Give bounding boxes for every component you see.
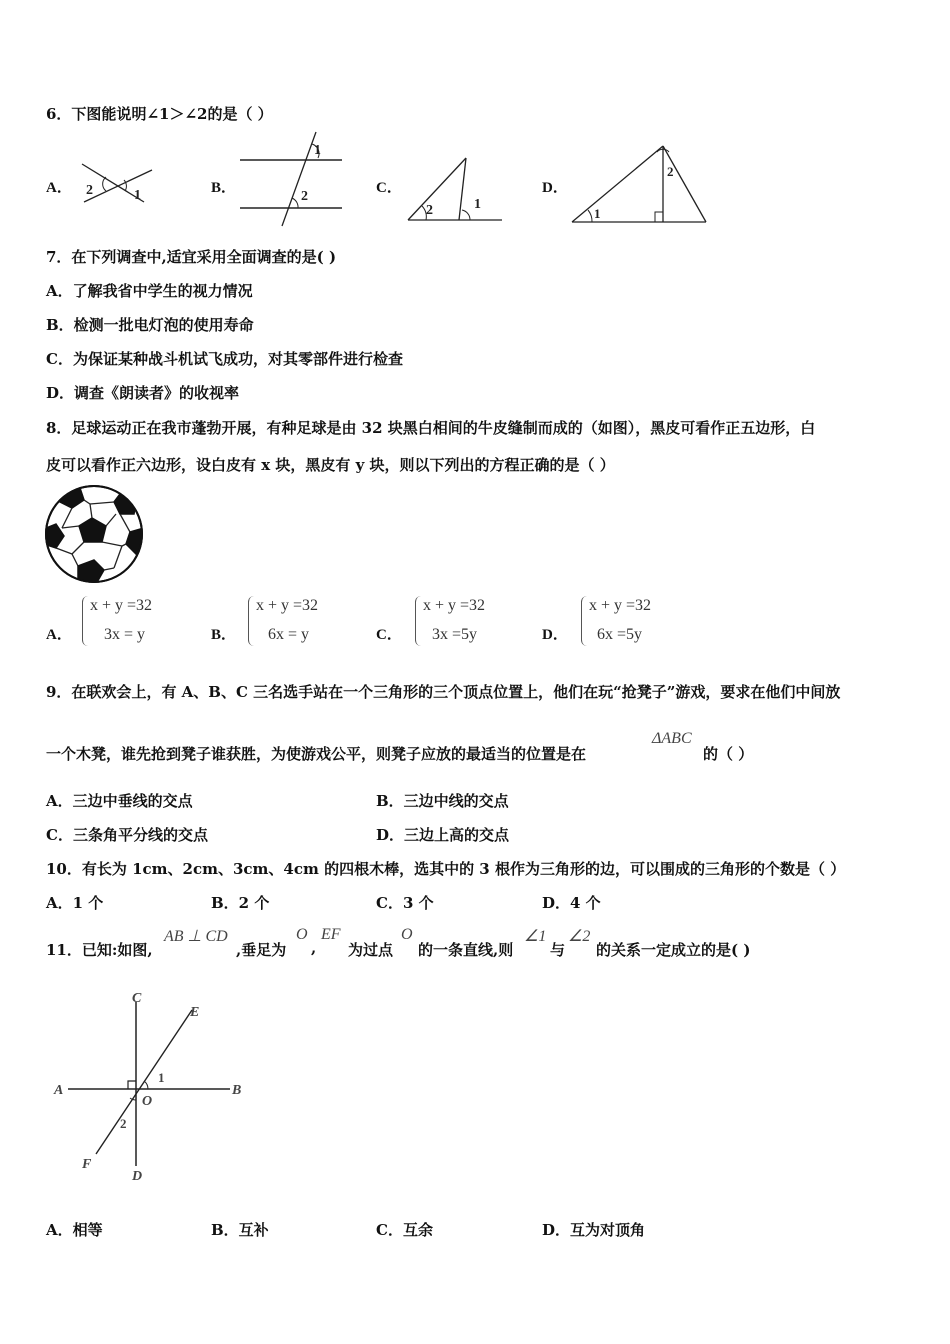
q6-option-c-label: C． (376, 180, 402, 196)
q11-math-ab-perp-cd: AB ⊥ CD (164, 928, 228, 945)
q9-stem-line2-pre: 一个木凳，谁先抢到凳子谁获胜，为使游戏公平，则凳子应放的最适当的位置是在 (46, 745, 587, 763)
q11-label-2: 2 (120, 1116, 127, 1131)
q11-label-A: A (54, 1083, 64, 1098)
q8-b-eq-bottom: 6x = y (268, 626, 310, 643)
q8-c-eq-top: x + y =32 (423, 597, 486, 614)
q8-d-eq-bottom: 6x =5y (597, 626, 643, 643)
q8-a-brace (82, 596, 89, 646)
q8-stem-line2: 皮可以看作正六边形，设白皮有 x 块，黑皮有 y 块，则以下列出的方程正确的是（ ） (46, 456, 615, 474)
q6-stem: 6．下图能说明∠1＞∠2的是（ ） (46, 105, 273, 123)
q9-option-b: B．三边中线的交点 (376, 792, 509, 810)
q10-option-d: D．4 个 (542, 894, 601, 912)
soccer-ball-image (44, 484, 146, 584)
q11-stem-mid1: ,垂足为 (236, 941, 287, 959)
q9-stem-line1: 9．在联欢会上，有 A、B、C 三名选手站在一个三角形的三个顶点位置上，他们在玩“抢凳子”游戏，要求在他们中间放 (46, 683, 841, 701)
q9-option-a: A．三边中垂线的交点 (46, 792, 193, 810)
q6a-label-2: 2 (86, 183, 93, 198)
q11-label-E: E (190, 1005, 200, 1020)
q11-option-b: B．互补 (211, 1221, 269, 1239)
q11-option-a: A．相等 (46, 1221, 103, 1239)
q11-stem-mid2: 为过点 (348, 941, 394, 959)
q8-option-c-label: C． (376, 627, 402, 643)
q8-a-eq-bottom: 3x = y (104, 626, 146, 643)
q6-option-d-label: D． (542, 180, 568, 196)
q7-stem: 7．在下列调查中,适宜采用全面调查的是( ) (46, 248, 337, 266)
q6-figure-b (236, 128, 346, 228)
q11-label-O: O (142, 1094, 153, 1109)
q11-option-d: D．互为对顶角 (542, 1221, 646, 1239)
q11-math-o: O (296, 926, 308, 943)
q11-label-C: C (132, 991, 142, 1006)
q8-c-brace (415, 596, 422, 646)
q11-stem-comma: , (311, 939, 317, 957)
q8-option-a-label: A． (46, 627, 72, 643)
q9-option-c: C．三条角平分线的交点 (46, 826, 208, 844)
q8-c-eq-bottom: 3x =5y (432, 626, 478, 643)
q11-stem-pre: 11．已知:如图, (46, 941, 153, 959)
q11-label-B: B (232, 1083, 242, 1098)
q8-option-b-label: B． (211, 627, 237, 643)
q11-label-D: D (132, 1169, 143, 1184)
q6c-label-2: 2 (426, 203, 433, 218)
q6d-label-2: 2 (667, 164, 674, 179)
q6-figure-a (76, 152, 158, 214)
q8-option-d-label: D． (542, 627, 568, 643)
q10-option-c: C．3 个 (376, 894, 434, 912)
q7-option-c: C．为保证某种战斗机试飞成功，对其零部件进行检查 (46, 350, 403, 368)
q11-stem-post: 的关系一定成立的是( ) (596, 941, 751, 959)
q10-stem: 10．有长为 1cm、2cm、3cm、4cm 的四根木棒，选其中的 3 根作为三角形的边，可以围成的三角形的个数是（ ） (46, 860, 846, 878)
q9-stem-line2-post: 的（ ） (703, 745, 754, 763)
q6-option-b-label: B． (211, 180, 237, 196)
q11-math-angle1: ∠1 (524, 928, 547, 945)
q8-b-brace (248, 596, 255, 646)
q6b-label-1: 1 (314, 143, 321, 158)
q7-option-a: A．了解我省中学生的视力情况 (46, 282, 253, 300)
q6d-label-1: 1 (594, 206, 601, 221)
q8-stem-line1: 8．足球运动正在我市蓬勃开展，有种足球是由 32 块黑白相间的牛皮缝制而成的（如图），黑皮可看作正五边形，白 (46, 419, 816, 437)
q7-option-b: B．检测一批电灯泡的使用寿命 (46, 316, 254, 334)
q6-figure-c (404, 152, 506, 224)
q10-option-b: B．2 个 (211, 894, 270, 912)
q7-option-d: D．调查《朗读者》的收视率 (46, 384, 240, 402)
q8-a-eq-top: x + y =32 (90, 597, 153, 614)
q8-b-eq-top: x + y =32 (256, 597, 319, 614)
q6c-label-1: 1 (474, 197, 481, 212)
q6b-label-2: 2 (301, 189, 308, 204)
q11-stem-mid4: 与 (550, 941, 566, 959)
q11-math-angle2: ∠2 (568, 928, 591, 945)
q6-figure-d (568, 140, 710, 226)
q11-label-1: 1 (158, 1070, 165, 1085)
q6-option-a-label: A． (46, 180, 72, 196)
q6a-label-1: 1 (134, 188, 141, 203)
q11-math-o2: O (401, 926, 413, 943)
q10-option-a: A．1 个 (46, 894, 104, 912)
q11-label-F: F (82, 1157, 92, 1172)
q11-math-ef: EF (321, 926, 341, 943)
q8-d-brace (581, 596, 588, 646)
q11-figure (44, 986, 254, 1186)
q11-stem-mid3: 的一条直线,则 (418, 941, 514, 959)
q9-math-triangle: ΔABC (652, 730, 692, 747)
q11-option-c: C．互余 (376, 1221, 433, 1239)
q8-d-eq-top: x + y =32 (589, 597, 652, 614)
q9-option-d: D．三边上高的交点 (376, 826, 510, 844)
